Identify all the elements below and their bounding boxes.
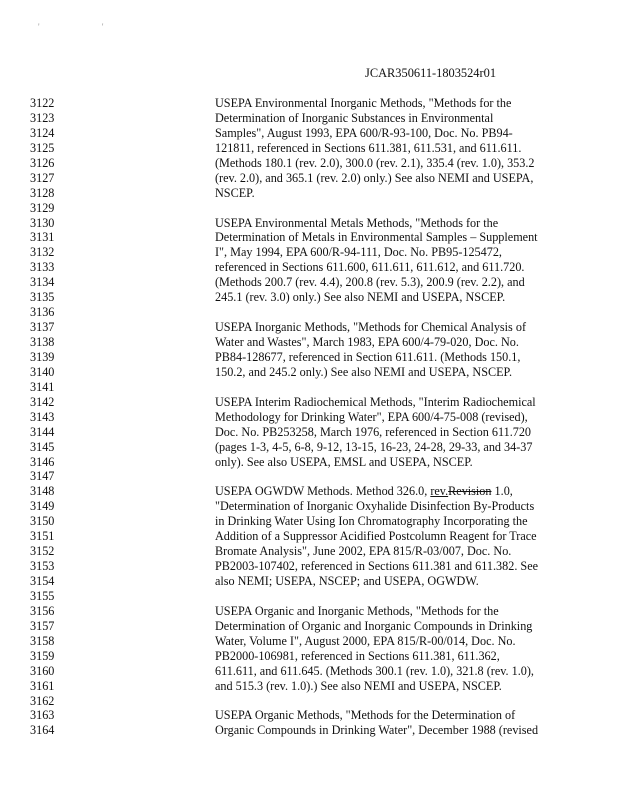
entry-line: 150.2, and 245.2 only.) See also NEMI and USEPA, NSCEP. bbox=[215, 364, 513, 379]
line-number: 3139 bbox=[30, 349, 55, 364]
line-number: 3143 bbox=[30, 409, 55, 424]
line-number: 3160 bbox=[30, 663, 55, 678]
line-number: 3157 bbox=[30, 618, 55, 633]
line-number: 3123 bbox=[30, 110, 55, 125]
line-number: 3138 bbox=[30, 335, 55, 349]
entry-line: PB84-128677, referenced in Section 611.611. (Methods 150.1, bbox=[215, 349, 521, 364]
reference-entry bbox=[215, 395, 545, 470]
line-number: 3129 bbox=[30, 200, 55, 215]
entry-line: referenced in Sections 611.600, 611.611, 611.612, and 611.720. bbox=[215, 260, 525, 275]
entry-line: Determination of Organic and Inorganic Compounds in Drinking bbox=[215, 618, 533, 633]
entry-line: Samples", August 1993, EPA 600/R-93-100, Doc. No. PB94- bbox=[215, 125, 513, 140]
entry-line: (rev. 2.0), and 365.1 (rev. 2.0) only.) See also NEMI and USEPA, bbox=[215, 170, 534, 185]
line-number: 3159 bbox=[30, 648, 55, 663]
line-number: 3149 bbox=[30, 499, 55, 514]
line-number: 3124 bbox=[30, 125, 55, 140]
entry-line: Bromate Analysis", June 2002, EPA 815/R-03/007, Doc. No. bbox=[215, 544, 512, 559]
entry-line: USEPA Environmental Metals Methods, "Methods for the bbox=[215, 215, 499, 230]
entry-line: 245.1 (rev. 3.0) only.) See also NEMI and USEPA, NSCEP. bbox=[215, 290, 506, 305]
entry-line: PB2000-106981, referenced in Sections 611.381, 611.362, bbox=[215, 648, 500, 663]
line-number: 3142 bbox=[30, 394, 55, 409]
line-number: 3126 bbox=[30, 155, 55, 170]
entry-line: USEPA Organic Methods, "Methods for the Determination of bbox=[215, 708, 516, 723]
reference-entry bbox=[215, 320, 545, 380]
entry-line: 611.611, and 611.645. (Methods 300.1 (rev. 1.0), 321.8 (rev. 1.0), bbox=[215, 663, 534, 678]
reference-entry bbox=[215, 708, 545, 738]
reference-entry bbox=[215, 96, 545, 201]
line-number: 3134 bbox=[30, 275, 55, 290]
entry-line: NSCEP. bbox=[215, 185, 255, 200]
entry-line: (pages 1-3, 4-5, 6-8, 9-12, 13-15, 16-23, 24-28, 29-33, and 34-37 bbox=[215, 439, 533, 454]
line-number: 3145 bbox=[30, 439, 55, 454]
line-number: 3130 bbox=[30, 215, 55, 230]
entry-line: "Determination of Inorganic Oxyhalide Disinfection By-Products bbox=[215, 499, 535, 514]
line-number: 3156 bbox=[30, 603, 55, 618]
revision-text-before: USEPA OGWDW Methods. Method 326.0, bbox=[215, 484, 431, 499]
entry-line: (Methods 180.1 (rev. 2.0), 300.0 (rev. 2.1), 335.4 (rev. 1.0), 353.2 bbox=[215, 155, 535, 170]
line-number: 3125 bbox=[30, 140, 55, 155]
entry-line: Doc. No. PB253258, March 1976, referenced in Section 611.720 bbox=[215, 424, 532, 439]
line-number: 3148 bbox=[30, 484, 55, 499]
line-number: 3131 bbox=[30, 230, 55, 245]
entry-line: USEPA Interim Radiochemical Methods, "Interim Radiochemical bbox=[215, 394, 536, 409]
corner-marks: ' ' bbox=[38, 22, 134, 32]
entry-line: USEPA Organic and Inorganic Methods, "Methods for the bbox=[215, 603, 499, 618]
line-number: 3140 bbox=[30, 364, 55, 379]
entry-line: (Methods 200.7 (rev. 4.4), 200.8 (rev. 5.3), 200.9 (rev. 2.2), and bbox=[215, 275, 525, 290]
line-number-column bbox=[30, 96, 70, 738]
entry-line: Water and Wastes", March 1983, EPA 600/4-79-020, Doc. No. bbox=[215, 335, 519, 349]
line-number: 3162 bbox=[30, 693, 55, 708]
line-number: 3147 bbox=[30, 469, 55, 484]
entry-line: USEPA Environmental Inorganic Methods, "Methods for the bbox=[215, 96, 512, 110]
entry-line: and 515.3 (rev. 1.0).) See also NEMI and USEPA, NSCEP. bbox=[215, 678, 502, 693]
entry-line-with-revision bbox=[215, 484, 545, 499]
line-number: 3150 bbox=[30, 514, 55, 529]
line-number: 3151 bbox=[30, 529, 55, 544]
entry-line: Addition of a Suppressor Acidified Postcolumn Reagent for Trace bbox=[215, 529, 537, 544]
line-number: 3128 bbox=[30, 185, 55, 200]
line-number: 3161 bbox=[30, 678, 55, 693]
entry-line: only). See also USEPA, EMSL and USEPA, NSCEP. bbox=[215, 454, 473, 469]
line-number: 3133 bbox=[30, 260, 55, 275]
line-number: 3127 bbox=[30, 170, 55, 185]
line-number: 3155 bbox=[30, 588, 55, 603]
revision-text-after: 1.0, bbox=[491, 484, 513, 499]
entry-line: 121811, referenced in Sections 611.381, 611.531, and 611.611. bbox=[215, 140, 522, 155]
line-number: 3146 bbox=[30, 454, 55, 469]
entry-line: Determination of Metals in Environmental Samples – Supplement bbox=[215, 230, 538, 245]
entry-line: also NEMI; USEPA, NSCEP; and USEPA, OGWDW. bbox=[215, 574, 479, 588]
line-number: 3136 bbox=[30, 305, 55, 320]
line-number: 3158 bbox=[30, 633, 55, 648]
line-number: 3153 bbox=[30, 559, 55, 574]
revision-inserted-text: rev. bbox=[430, 484, 449, 499]
line-number: 3164 bbox=[30, 723, 55, 738]
entry-line: Methodology for Drinking Water", EPA 600/4-75-008 (revised), bbox=[215, 409, 528, 424]
line-number: 3152 bbox=[30, 544, 55, 559]
line-number: 3144 bbox=[30, 424, 55, 439]
entry-line: Organic Compounds in Drinking Water", December 1988 (revised bbox=[215, 723, 539, 738]
revision-deleted-text: Revision bbox=[448, 484, 492, 499]
reference-entry bbox=[215, 484, 545, 589]
entry-line: PB2003-107402, referenced in Sections 611.381 and 611.382. See bbox=[215, 559, 539, 574]
line-number: 3132 bbox=[30, 245, 55, 260]
entry-line: Water, Volume I", August 2000, EPA 815/R-00/014, Doc. No. bbox=[215, 633, 516, 648]
entry-line: USEPA Inorganic Methods, "Methods for Chemical Analysis of bbox=[215, 320, 526, 335]
entry-line: I", May 1994, EPA 600/R-94-111, Doc. No. PB95-125472, bbox=[215, 245, 502, 260]
document-id: JCAR350611-1803524r01 bbox=[365, 66, 497, 80]
line-number: 3141 bbox=[30, 379, 55, 394]
document-body bbox=[215, 96, 545, 753]
line-number: 3163 bbox=[30, 708, 55, 723]
line-number: 3154 bbox=[30, 574, 55, 588]
entry-line: in Drinking Water Using Ion Chromatography Incorporating the bbox=[215, 514, 528, 529]
reference-entry bbox=[215, 216, 545, 306]
line-number: 3137 bbox=[30, 320, 55, 335]
entry-line: Determination of Inorganic Substances in Environmental bbox=[215, 110, 494, 125]
line-number: 3122 bbox=[30, 96, 55, 110]
line-number: 3135 bbox=[30, 290, 55, 305]
reference-entry bbox=[215, 604, 545, 694]
